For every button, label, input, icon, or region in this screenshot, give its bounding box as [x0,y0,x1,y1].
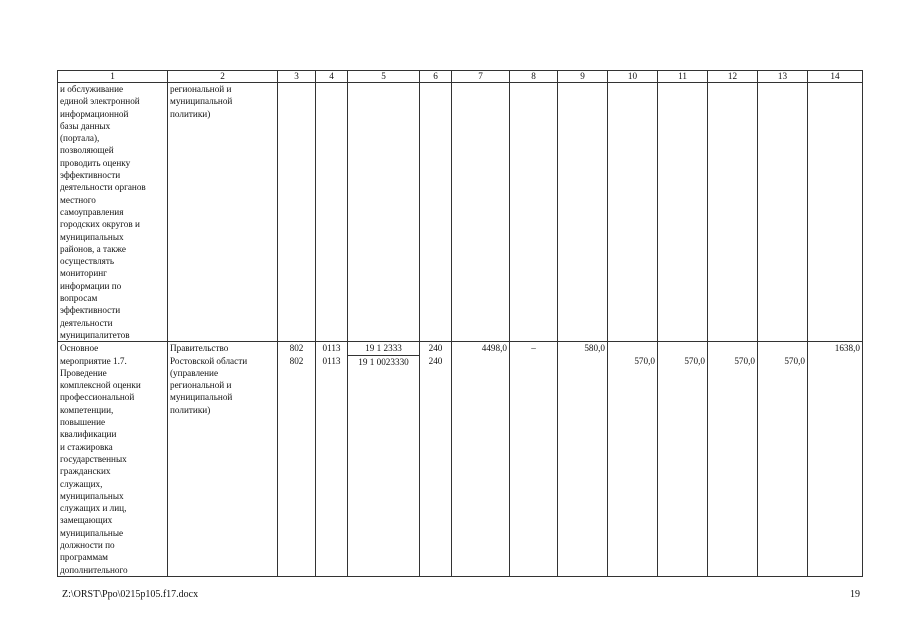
amount-value: 570,0 [734,355,755,366]
expense-type-code: 240 [428,343,443,354]
amount-cell: 580,0 [558,342,608,577]
grbs-code-cell [278,342,316,577]
header-cell: 1 [58,71,168,83]
amount-value: 570,0 [634,355,655,366]
section-code-cell [316,342,348,577]
header-cell: 6 [420,71,452,83]
header-cell: 4 [316,71,348,83]
header-cell: 5 [348,71,420,83]
empty-cell [758,83,808,342]
amount-cell: 1638,0 [808,342,863,577]
amount-cell [758,342,808,577]
amount-cell [708,342,758,577]
section-code: 0113 [322,343,341,354]
empty-cell [510,83,558,342]
executor-cell: региональной и муниципальной политики) [168,83,278,342]
empty-cell [348,83,420,342]
header-cell: 8 [510,71,558,83]
header-cell: 13 [758,71,808,83]
header-cell: 2 [168,71,278,83]
budget-table [57,70,863,577]
table-row [58,83,863,342]
grbs-code: 802 [289,355,304,366]
header-cell: 10 [608,71,658,83]
grbs-code: 802 [289,343,304,354]
activity-description: и обслуживание единой электронной информационной базы данных (портала), позволяющей проводить оценку эффективности деятельности органов местного самоуправления городских округов и муниципальных районов, а также осуществлять мониторинг информации по вопросам эффективности деятельности муниципалитетов [58,83,168,342]
amount-value: 570,0 [684,355,705,366]
empty-cell [608,83,658,342]
empty-cell [278,83,316,342]
header-row [58,71,863,83]
section-code: 0113 [322,355,341,366]
empty-cell [316,83,348,342]
amount-cell [608,342,658,577]
target-article-code: 19 1 2333 [365,343,402,354]
empty-cell [452,83,510,342]
header-cell: 7 [452,71,510,83]
target-article-code: 19 1 0023330 [348,355,419,368]
empty-cell [708,83,758,342]
empty-cell [808,83,863,342]
expense-type-code: 240 [428,355,443,366]
header-cell: 11 [658,71,708,83]
header-cell: 12 [708,71,758,83]
file-path: Z:\ORST\Ppo\0215p105.f17.docx [62,589,199,600]
activity-description: Основное мероприятие 1.7. Проведение комплексной оценки профессиональной компетенции, повышение квалификации и стажировка государственных гражданских служащих, муниципальных служащих и лиц, замещающих муниципальные должности по программам дополнительного [58,342,168,577]
empty-cell [420,83,452,342]
amount-cell: – [510,342,558,577]
empty-cell [658,83,708,342]
empty-cell [558,83,608,342]
page-number: 19 [850,589,860,600]
target-article-cell [348,342,420,577]
header-cell: 9 [558,71,608,83]
amount-cell: 4498,0 [452,342,510,577]
table-row [58,342,863,577]
amount-value: 570,0 [784,355,805,366]
expense-type-cell [420,342,452,577]
executor-cell: Правительство Ростовской области (управление региональной и муниципальной политики) [168,342,278,577]
amount-cell [658,342,708,577]
header-cell: 3 [278,71,316,83]
header-cell: 14 [808,71,863,83]
